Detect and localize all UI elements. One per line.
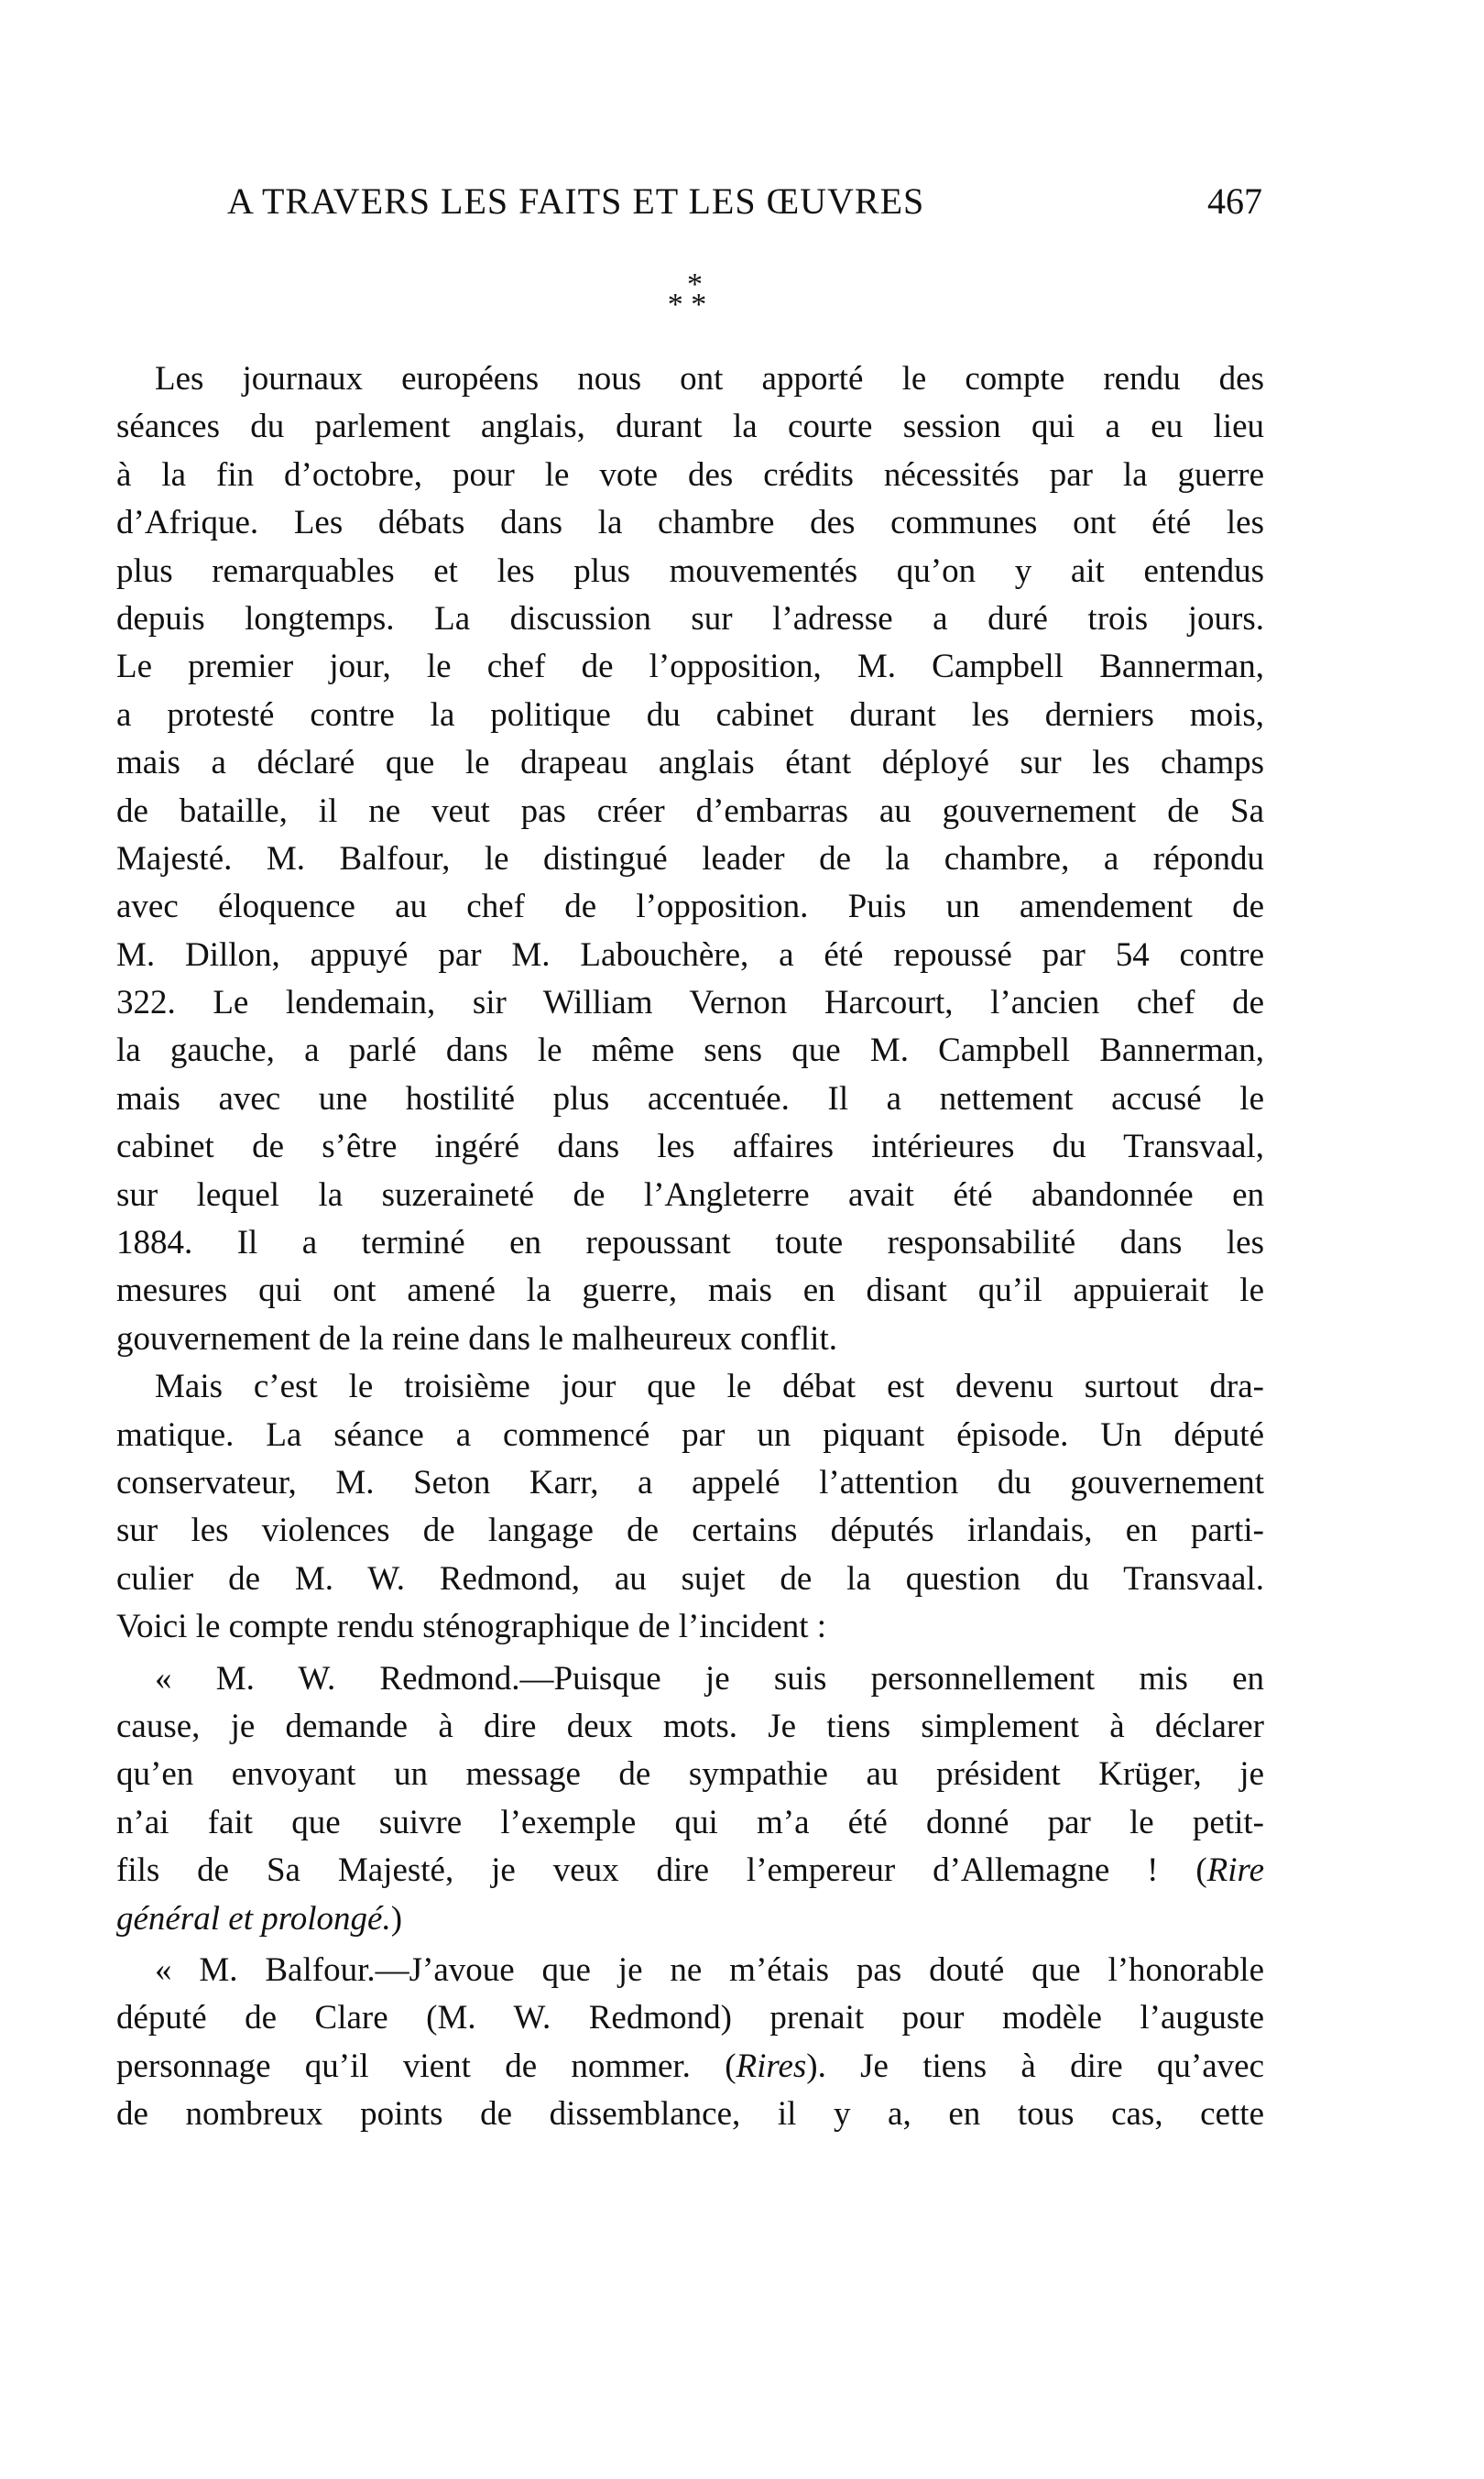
paragraph-1 xyxy=(116,355,1264,1363)
text-line: mesures qui ont amené la guerre, mais en disant qu’il appuierait le xyxy=(116,1272,1264,1310)
section-separator-asterism: * * * xyxy=(667,268,707,322)
text-line: M. Dillon, appuyé par M. Labouchère, a été repoussé par 54 contre xyxy=(116,935,1264,974)
text-line: de nombreux points de dissemblance, il y a, en tous cas, cette xyxy=(116,2095,1264,2134)
text-line: de bataille, il ne veut pas créer d’embarras au gouvernement de Sa xyxy=(116,792,1264,830)
text-line: séances du parlement anglais, durant la courte session qui a eu lieu xyxy=(116,408,1264,446)
text-run: personnage qu’il vient de nommer. ( xyxy=(116,2047,737,2085)
text-line: 322. Le lendemain, sir William Vernon Harcourt, l’ancien chef de xyxy=(116,984,1264,1022)
text-line: général et prolongé.) xyxy=(116,1899,403,1938)
text-line: sur lequel la suzeraineté de l’Angleterre avait été abandonnée en xyxy=(116,1175,1264,1214)
quotation-balfour xyxy=(116,1947,1264,2139)
text-line: avec éloquence au chef de l’opposition. Puis un amendement de xyxy=(116,888,1264,926)
paragraph-2 xyxy=(116,1363,1264,1651)
stage-direction: Rire xyxy=(1206,1851,1264,1890)
text-line: à la fin d’octobre, pour le vote des crédits nécessités par la guerre xyxy=(116,455,1264,494)
stage-direction: général et prolongé. xyxy=(116,1899,391,1938)
text-line: la gauche, a parlé dans le même sens que M. Campbell Bannerman, xyxy=(116,1032,1264,1070)
text-line: matique. La séance a commencé par un piquant épisode. Un député xyxy=(116,1415,1264,1454)
body-text xyxy=(116,355,1264,2138)
text-line: député de Clare (M. W. Redmond) prenait pour modèle l’auguste xyxy=(116,1999,1264,2037)
quotation-redmond xyxy=(116,1655,1264,1943)
page-number: 467 xyxy=(1207,180,1262,222)
text-line: « M. W. Redmond.—Puisque je suis personnellement mis en xyxy=(155,1659,1264,1698)
text-line: mais a déclaré que le drapeau anglais étant déployé sur les champs xyxy=(116,744,1264,782)
text-line: « M. Balfour.—J’avoue que je ne m’étais pas douté que l’honorable xyxy=(155,1950,1264,1989)
text-line: a protesté contre la politique du cabinet durant les derniers mois, xyxy=(116,695,1264,734)
stage-direction: Rires xyxy=(736,2047,807,2085)
text-line: d’Afrique. Les débats dans la chambre des communes ont été les xyxy=(116,504,1264,542)
text-line: n’ai fait que suivre l’exemple qui m’a été donné par le petit- xyxy=(116,1803,1264,1841)
text-line: conservateur, M. Seton Karr, a appelé l’attention du gouvernement xyxy=(116,1463,1264,1502)
text-line: cause, je demande à dire deux mots. Je tiens simplement à déclarer xyxy=(116,1707,1264,1745)
text-line: Majesté. M. Balfour, le distingué leader de la chambre, a répondu xyxy=(116,839,1264,878)
text-line xyxy=(116,1847,1264,1895)
text-line xyxy=(116,2043,1264,2091)
text-line: qu’en envoyant un message de sympathie au président Krüger, je xyxy=(116,1755,1264,1794)
text-line: cabinet de s’être ingéré dans les affaires intérieures du Transvaal, xyxy=(116,1128,1264,1166)
text-line: sur les violences de langage de certains députés irlandais, en parti- xyxy=(116,1512,1264,1550)
text-line: 1884. Il a terminé en repoussant toute responsabilité dans les xyxy=(116,1224,1264,1262)
text-line: plus remarquables et les plus mouvementés qu’on y ait entendus xyxy=(116,551,1264,590)
text-line: Le premier jour, le chef de l’opposition, M. Campbell Bannerman, xyxy=(116,648,1264,686)
text-line: Mais c’est le troisième jour que le débat est devenu surtout dra- xyxy=(155,1368,1264,1406)
text-run: fils de Sa Majesté, je veux dire l’empereur d’Allemagne ! ( xyxy=(116,1851,1207,1890)
text-line: Voici le compte rendu sténographique de l’incident : xyxy=(116,1608,827,1646)
text-line: gouvernement de la reine dans le malheureux conflit. xyxy=(116,1319,837,1358)
running-head xyxy=(227,180,1281,235)
text-line: Les journaux européens nous ont apporté le compte rendu des xyxy=(155,360,1264,398)
text-line: depuis longtemps. La discussion sur l’adresse a duré trois jours. xyxy=(116,599,1264,638)
text-run: ). Je tiens à dire qu’avec xyxy=(806,2047,1264,2085)
running-title: A TRAVERS LES FAITS ET LES ŒUVRES xyxy=(227,180,925,222)
text-line: mais avec une hostilité plus accentuée. Il a nettement accusé le xyxy=(116,1079,1264,1118)
text-line: culier de M. W. Redmond, au sujet de la question du Transvaal. xyxy=(116,1559,1264,1598)
